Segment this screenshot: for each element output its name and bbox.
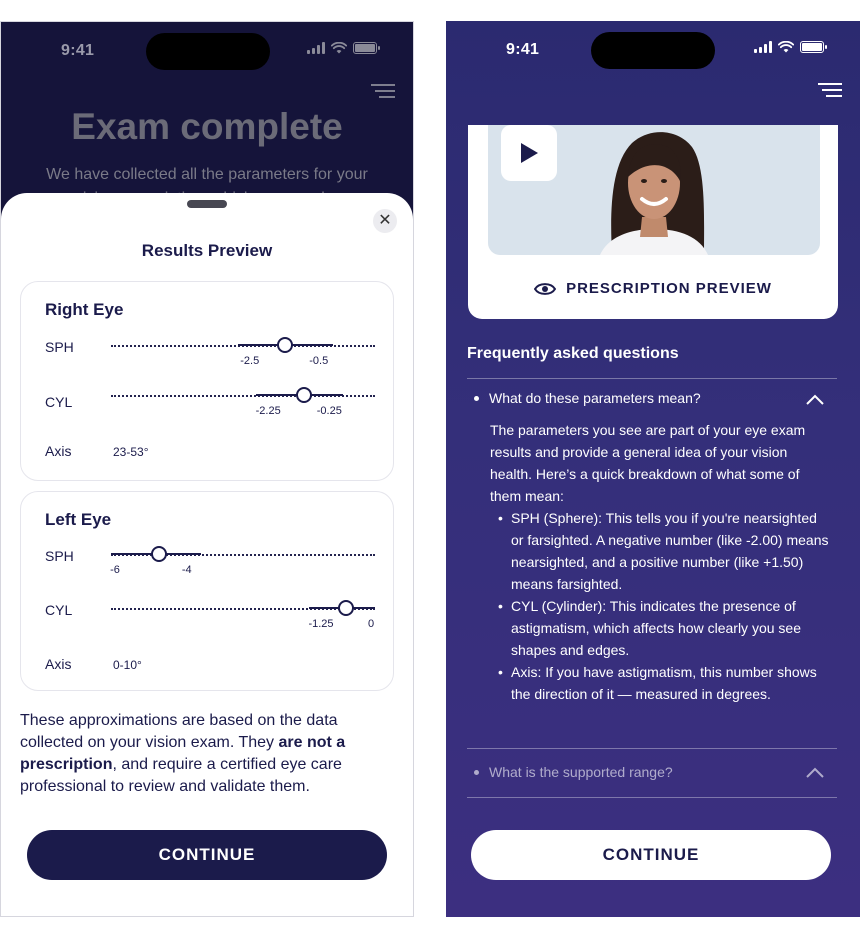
close-button[interactable]: ✕ xyxy=(373,209,397,233)
status-icons xyxy=(754,41,824,53)
slider-min-label: -1.25 xyxy=(308,618,334,630)
prescription-preview-label: PRESCRIPTION PREVIEW xyxy=(566,280,772,297)
faq-question-range[interactable] xyxy=(474,764,673,780)
faq-answer-point: • Axis: If you have astigmatism, this number shows the direction of it — measured in degrees. xyxy=(498,661,830,705)
slider-min-label: -2.5 xyxy=(240,355,260,367)
faq-answer-intro: The parameters you see are part of your eye exam results and provide a general idea of your vision health. Here’s a quick breakdown of what some of them mean: xyxy=(490,422,806,504)
continue-button[interactable]: CONTINUE xyxy=(27,830,387,880)
right-phone-screen xyxy=(446,21,860,917)
slider-knob[interactable] xyxy=(338,600,354,616)
dynamic-island xyxy=(146,33,270,70)
menu-icon[interactable] xyxy=(371,84,395,100)
signal-icon xyxy=(307,42,325,54)
play-button[interactable] xyxy=(501,125,557,181)
right-eye-card xyxy=(20,281,394,481)
status-bar xyxy=(446,21,860,79)
video-thumbnail[interactable] xyxy=(488,125,820,255)
status-bar xyxy=(1,22,413,80)
sheet-title: Results Preview xyxy=(141,241,273,260)
faq-answer-list xyxy=(490,507,830,705)
disclaimer-part: , and require a certified eye care professional to review and validate them. xyxy=(20,756,342,795)
chevron-up-icon[interactable] xyxy=(806,767,824,778)
wifi-icon xyxy=(778,41,794,53)
faq-answer xyxy=(490,419,830,705)
left-cyl-slider[interactable] xyxy=(111,602,375,632)
right-axis-value: 23-53° xyxy=(113,445,149,459)
left-sph-label: SPH xyxy=(45,548,74,564)
right-cyl-label: CYL xyxy=(45,394,73,410)
faq-heading: Frequently asked questions xyxy=(467,345,679,362)
bullet xyxy=(474,770,479,775)
left-sph-slider[interactable] xyxy=(111,548,375,578)
right-sph-slider[interactable] xyxy=(111,339,375,369)
disclaimer-text xyxy=(20,710,396,798)
slider-max-label: -0.25 xyxy=(316,405,342,417)
slider-knob[interactable] xyxy=(151,546,167,562)
left-eye-card xyxy=(20,491,394,691)
slider-knob[interactable] xyxy=(277,337,293,353)
wifi-icon xyxy=(331,42,347,54)
faq-question-parameters[interactable] xyxy=(474,390,701,406)
left-axis-value: 0-10° xyxy=(113,658,142,672)
play-icon xyxy=(519,142,539,164)
chevron-up-icon[interactable] xyxy=(806,394,824,405)
sheet-grabber[interactable] xyxy=(187,200,227,208)
slider-max-label: -4 xyxy=(181,564,192,576)
eye-icon xyxy=(534,282,556,296)
slider-min-label: -6 xyxy=(110,564,120,576)
exam-complete-subtitle: We have collected all the parameters for your xyxy=(46,166,368,183)
prescription-preview-link[interactable] xyxy=(468,280,838,297)
continue-button[interactable]: CONTINUE xyxy=(471,830,831,880)
battery-icon xyxy=(353,42,377,54)
right-cyl-slider[interactable] xyxy=(111,389,375,419)
slider-max-label: -0.5 xyxy=(309,355,329,367)
left-eye-title: Left Eye xyxy=(45,510,112,529)
menu-icon[interactable] xyxy=(818,83,842,99)
faq-question-text: What do these parameters mean? xyxy=(489,390,701,406)
slider-max-label: 0 xyxy=(367,618,375,630)
faq-divider xyxy=(467,748,837,749)
disclaimer-part: These approximations are based on the data collected on your vision exam. They xyxy=(20,712,338,751)
right-axis-label: Axis xyxy=(45,443,72,459)
right-eye-title: Right Eye xyxy=(45,300,124,319)
doctor-portrait xyxy=(580,125,728,255)
battery-icon xyxy=(800,41,824,53)
faq-divider xyxy=(467,797,837,798)
faq-answer-point: • CYL (Cylinder): This indicates the presence of astigmatism, which affects how clearly you see shapes and edges. xyxy=(498,595,830,661)
status-icons xyxy=(307,42,377,54)
results-preview-sheet xyxy=(1,193,413,916)
faq-divider xyxy=(467,378,837,379)
left-phone-screen xyxy=(0,21,414,917)
faq-question-text: What is the supported range? xyxy=(489,764,673,780)
status-time: 9:41 xyxy=(506,41,540,58)
exam-complete-title: Exam complete xyxy=(71,106,343,147)
disclaimer-bold: are not a prescription xyxy=(20,734,346,773)
left-axis-label: Axis xyxy=(45,656,72,672)
faq-answer-point: • SPH (Sphere): This tells you if you're nearsighted or farsighted. A negative number (like -2.00) means nearsighted, and a positive number (like +1.50) means farsighted. xyxy=(498,507,830,595)
slider-min-label: -2.25 xyxy=(255,405,281,417)
video-card xyxy=(468,125,838,319)
bullet xyxy=(474,396,479,401)
left-cyl-label: CYL xyxy=(45,602,73,618)
slider-knob[interactable] xyxy=(296,387,312,403)
right-sph-label: SPH xyxy=(45,339,74,355)
status-time: 9:41 xyxy=(61,42,95,59)
signal-icon xyxy=(754,41,772,53)
dynamic-island xyxy=(591,32,715,69)
